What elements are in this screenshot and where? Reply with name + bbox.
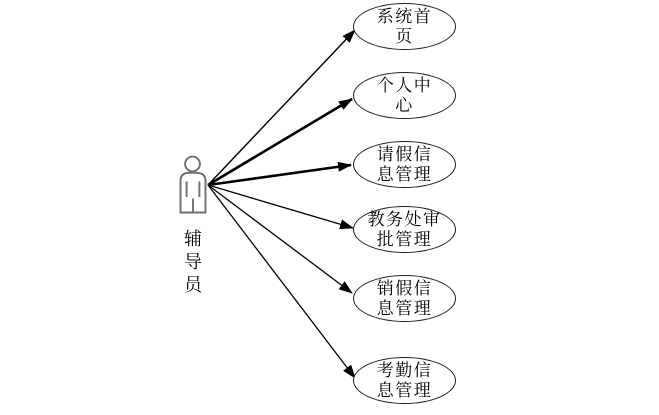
usecase-leave-cancel [353, 275, 456, 322]
usecase-label: 请假信 [376, 144, 433, 164]
usecase-label: 息管理 [376, 164, 433, 184]
connector-to-system-home [208, 30, 355, 185]
usecase-label: 心 [395, 95, 414, 115]
usecase-label: 系统首 [376, 6, 433, 26]
usecase-label: 页 [395, 26, 414, 46]
usecase-label: 批管理 [376, 229, 433, 249]
usecase-attendance [353, 357, 456, 404]
usecase-label: 息管理 [376, 380, 433, 400]
usecase-label: 销假信 [376, 278, 433, 298]
connector-to-approval [208, 185, 353, 228]
connector-to-leave-cancel [208, 185, 352, 293]
usecase-system-home [353, 3, 456, 50]
connector-to-attendance [208, 185, 355, 378]
usecase-label: 个人中 [376, 75, 433, 95]
usecase-personal-center [353, 72, 456, 119]
actor-icon [181, 157, 206, 213]
connector-to-personal-center [208, 99, 352, 185]
connector-to-leave-info [208, 165, 351, 185]
usecase-approval [353, 206, 456, 253]
usecase-leave-info [353, 141, 456, 188]
usecase-label: 教务处审 [367, 209, 442, 229]
actor-label: 辅导员 [182, 229, 202, 298]
usecase-label: 息管理 [376, 298, 433, 318]
usecase-label: 考勤信 [376, 360, 433, 380]
